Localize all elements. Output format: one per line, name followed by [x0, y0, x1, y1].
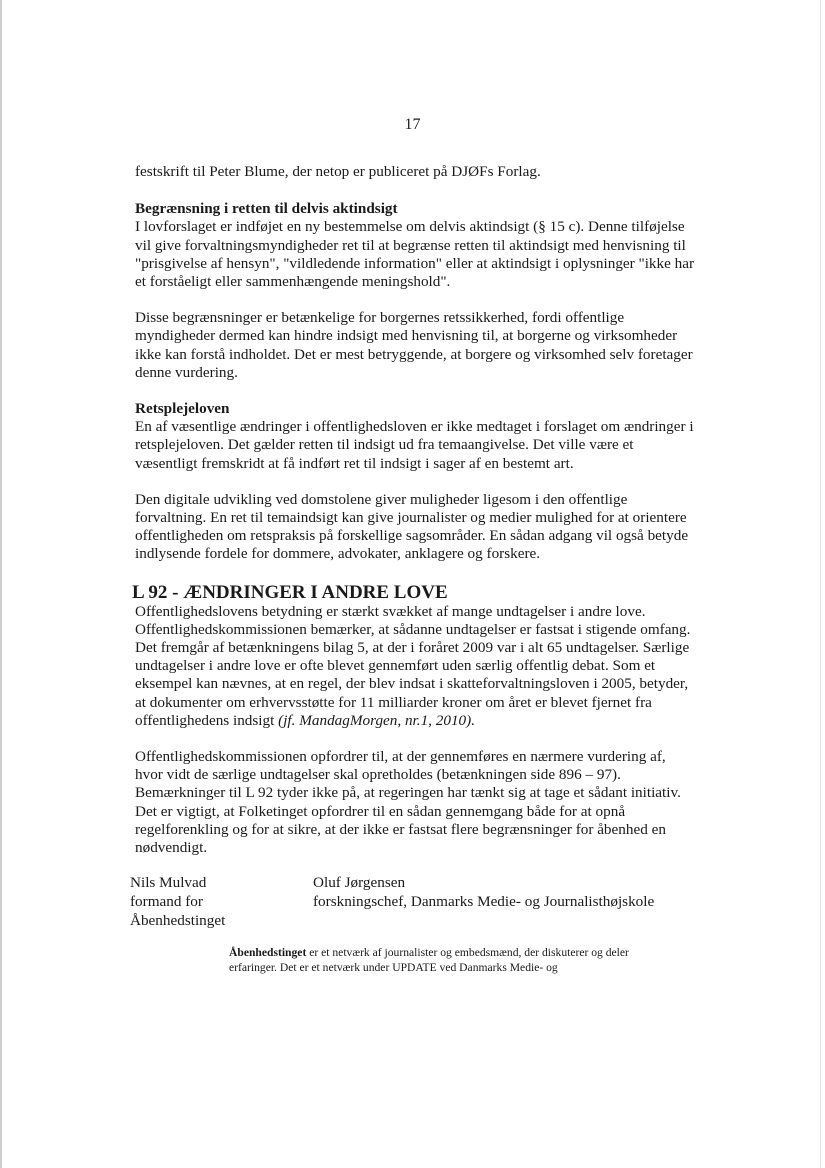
document-body	[132, 163, 695, 857]
paragraph-andre-love-2: Offentlighedskommissionen opfordrer til, at der gennemføres en nærmere vurdering af, hvor vidt de særlige undtagelser skal opretholdes (betænkningen side 896 – 97). Bemærkninger til L 92 tyder ikke på, at regeringen har tænkt sig at tage et sådant initiativ. Det er vigtigt, at Folketinget opfordrer til en sådan gennemgang både for at opnå regelforenkling og for at sikre, at der ikke er fastsat flere begrænsninger for åbenhed en nødvendigt.	[135, 748, 681, 857]
page-number: 17	[404, 116, 421, 133]
footnote-bold: Åbenhedstinget	[229, 946, 307, 959]
signer-org: Åbenhedstinget	[130, 912, 226, 929]
signer-name: Nils Mulvad	[130, 874, 207, 891]
paragraph-andre-love-1-text: Offentlighedslovens betydning er stærkt svækket af mange undtagelser i andre love. Offentlighedskommissionen bemærker, at sådanne undtagelser er fastsat i stigende omfang. Det fremgår af betænkningens bilag 5, at der i foråret 2009 var i alt 65 undtagelser. Særlige undtagelser i andre love er ofte blevet gennemført uden særlig offentlig debat. Som et eksempel kan nævnes, at en regel, der blev indsat i skatteforvaltningsloven i 2005, betyder, at dokumenter om erhvervsstøtte for 11 milliarder kroner om året er blevet fjernet fra offentlighedens indsigt	[135, 602, 691, 729]
scan-edge-right	[820, 0, 821, 1168]
signature-right	[313, 873, 654, 911]
paragraph-andre-love-1	[135, 603, 695, 730]
section-title-andre-love: L 92 - ÆNDRINGER I ANDRE LOVE	[132, 581, 448, 603]
section-heading-retsplejeloven: Retsplejeloven	[135, 400, 230, 418]
signer-name: Oluf Jørgensen	[313, 874, 406, 891]
citation-mandagmorgen: (jf. MandagMorgen, nr.1, 2010).	[278, 711, 475, 729]
section-heading-delvis-aktindsigt: Begrænsning i retten til delvis aktindsigt	[135, 200, 398, 218]
signer-title: forskningschef, Danmarks Medie- og Journalisthøjskole	[313, 893, 655, 910]
intro-paragraph: festskrift til Peter Blume, der netop er publiceret på DJØFs Forlag.	[135, 163, 541, 180]
paragraph-delvis-aktindsigt-2: Disse begrænsninger er betænkelige for borgernes retssikkerhed, fordi offentlige myndigheder dermed kan hindre indsigt med henvisning til, at borgerne og virksomheder ikke kan forstå indholdet. Det er mest betryggende, at borgere og virksomhed selv foretager denne vurdering.	[135, 309, 693, 381]
signer-title: formand for	[130, 893, 203, 910]
paragraph-retsplejeloven-1: En af væsentlige ændringer i offentlighedsloven er ikke medtaget i forslaget om ændringer i retsplejeloven. Det gælder retten til indsigt ud fra temaangivelse. Det ville være et væsentligt fremskridt at få indført ret til indsigt i sager af en bestemt art.	[135, 418, 694, 472]
scan-edge-left	[0, 0, 2, 1168]
paragraph-delvis-aktindsigt-1: I lovforslaget er indføjet en ny bestemmelse om delvis aktindsigt (§ 15 c). Denne tilføjelse vil give forvaltningsmyndigheder ret til at begrænse retten til aktindsigt med henvisning til "prisgivelse af hensyn", "vildledende information" eller at aktindsigt i oplysninger "ikke har et forståeligt eller sammenhængende meningshold".	[135, 218, 695, 291]
signature-left	[130, 873, 225, 930]
footnote-text: er et netværk af journalister og embedsmænd, der diskuterer og deler erfaringer. Det er et netværk under UPDATE ved Danmarks Medie- og	[229, 946, 629, 974]
footnote	[229, 945, 679, 975]
paragraph-retsplejeloven-2: Den digitale udvikling ved domstolene giver muligheder ligesom i den offentlige forvaltning. En ret til temaindsigt kan give journalister og medier mulighed for at orientere offentligheden om retspraksis på forskellige sagsområder. En sådan adgang vil også betyde indlysende fordele for dommere, advokater, anklagere og forskere.	[135, 490, 689, 563]
